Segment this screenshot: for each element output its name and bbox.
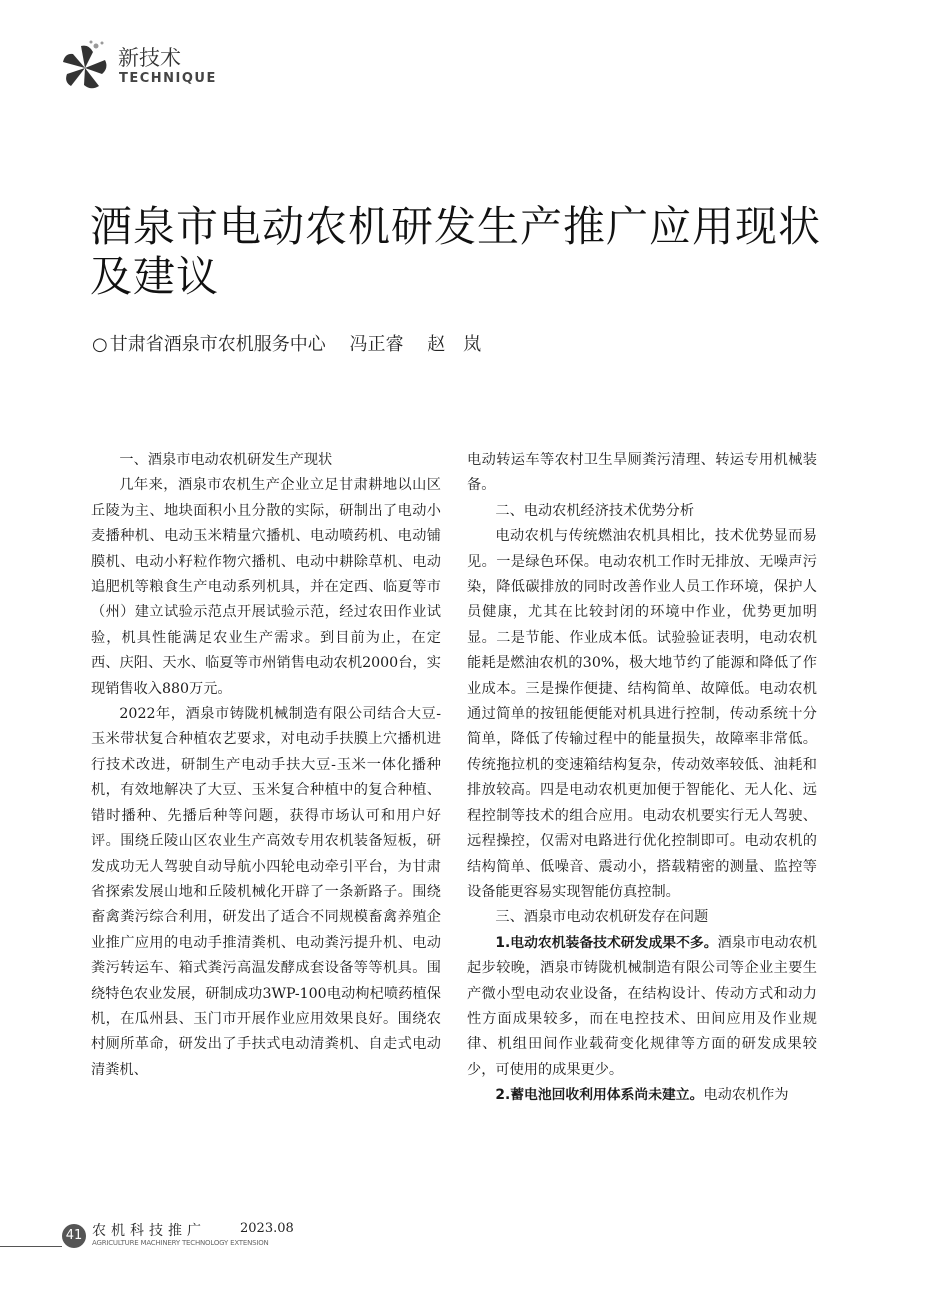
page-footer xyxy=(0,1218,950,1258)
subheading: 1.电动农机装备技术研发成果不多。 xyxy=(495,934,718,951)
paragraph: 2022年，酒泉市铸陇机械制造有限公司结合大豆-玉米带状复合种植农艺要求，对电动手扶膜上穴播机进行技术改进，研制生产电动手扶大豆-玉米一体化播种机，有效地解决了大豆、玉米复合种植中的复合种植、错时播种、先播后种等问题，获得市场认可和用户好评。围绕丘陵山区农业生产高效专用农机装备短板，研发成功无人驾驶自动导航小四轮电动牵引平台，为甘肃省探索发展山地和丘陵机械化开辟了一条新路子。围绕畜禽粪污综合利用，研发出了适合不同规模畜禽养殖企业推广应用的电动手推清粪机、电动粪污提升机、电动粪污转运车、箱式粪污高温发酵成套设备等等机具。围绕特色农业发展，研制成功3WP-100电动枸杞喷药植保机，在瓜州县、玉门市开展作业应用效果良好。围绕农村厕所革命，研发出了手扶式电动清粪机、自走式电动清粪机、 xyxy=(91,706,441,1078)
section-heading: 一、酒泉市电动农机研发生产现状 xyxy=(119,452,333,468)
section-label: 新技术 xyxy=(118,46,181,70)
byline xyxy=(92,330,499,356)
section-heading: 三、酒泉市电动农机研发存在问题 xyxy=(495,909,709,926)
section-header xyxy=(60,38,360,98)
footer-rule xyxy=(0,1246,62,1247)
page-number: 41 xyxy=(62,1224,86,1248)
byline-marker: ○ xyxy=(92,334,108,355)
section-heading: 二、电动农机经济技术优势分析 xyxy=(495,502,695,519)
paragraph: 电动农机与传统燃油农机具相比，技术优势显而易见。一是绿色环保。电动农机工作时无排放、无噪声污染，降低碳排放的同时改善作业人员工作环境，保护人员健康，尤其在比较封闭的环境中作业，优势更加明显。二是节能、作业成本低。试验验证表明，电动农机能耗是燃油农机的30%，极大地节约了能源和降低了作业成本。三是操作便捷、结构简单、故障低。电动农机通过简单的按钮能便能对机具进行控制，传动系统十分简单，降低了传输过程中的能量损失，故障率非常低。传统拖拉机的变速箱结构复杂，传动效率较低、油耗和排放较高。四是电动农机更加便于智能化、无人化、远程控制等技术的组合应用。电动农机要实行无人驾驶、远程操控，仅需对电路进行优化控制即可。电动农机的结构简单、低噪音、震动小，搭载精密的测量、监控等设备能更容易实现智能仿真控制。 xyxy=(467,528,817,900)
paragraph: 电动转运车等农村卫生旱厕粪污清理、转运专用机械装备。 xyxy=(467,452,817,494)
paragraph-text: 电动农机作为 xyxy=(703,1087,789,1104)
section-label-en: TECHNIQUE xyxy=(119,71,217,86)
pinwheel-logo-icon xyxy=(60,38,112,94)
paragraph xyxy=(467,931,817,1083)
journal-name: 农机科技推广 xyxy=(92,1223,206,1239)
article-title: 酒泉市电动农机研发生产推广应用现状及建议 xyxy=(90,202,822,301)
left-column xyxy=(91,448,441,1083)
right-column xyxy=(467,448,817,1109)
affiliation: 甘肃省酒泉市农机服务中心 xyxy=(109,334,326,355)
paragraph xyxy=(467,1083,817,1108)
paragraph: 几年来，酒泉市农机生产企业立足甘肃耕地以山区丘陵为主、地块面积小且分散的实际，研制出了电动小麦播种机、电动玉米精量穴播机、电动喷药机、电动铺膜机、电动小籽粒作物穴播机、电动中耕除草机、电动追肥机等粮食生产电动系列机具，并在定西、临夏等市（州）建立试验示范点开展试验示范，经过农田作业试验，机具性能满足农业生产需求。到目前为止，在定西、庆阳、天水、临夏等市州销售电动农机2000台，实现销售收入880万元。 xyxy=(91,477,441,697)
author-name: 冯正睿 xyxy=(349,334,404,355)
journal-name-en: AGRICULTURE MACHINERY TECHNOLOGY EXTENSION xyxy=(92,1239,269,1247)
subheading: 2.蓄电池回收利用体系尚未建立。 xyxy=(495,1087,704,1104)
author-name: 赵 岚 xyxy=(427,334,482,355)
issue-number: 2023.08 xyxy=(240,1221,294,1236)
paragraph-text: 酒泉市电动农机起步较晚，酒泉市铸陇机械制造有限公司等企业主要生产微小型电动农业设备，在结构设计、传动方式和动力性方面成果较多，而在电控技术、田间应用及作业规律、机组田间作业载荷变化规律等方面的研发成果较少，可使用的成果更少。 xyxy=(467,934,817,1078)
